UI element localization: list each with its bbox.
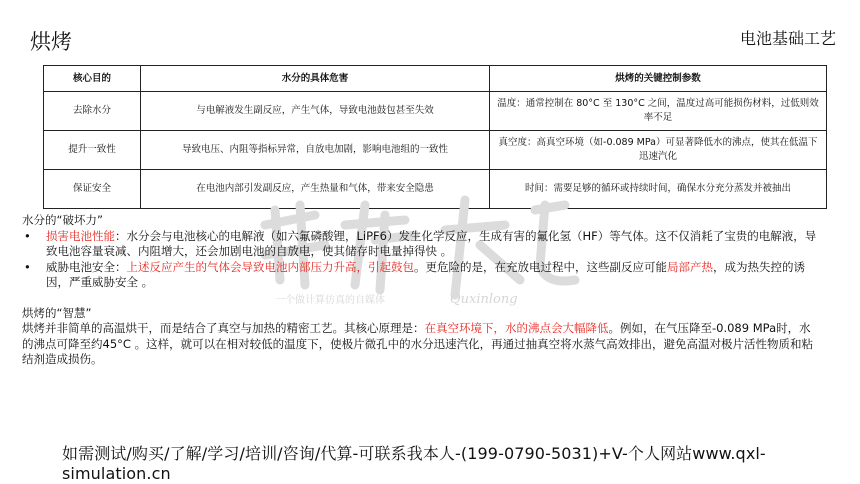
table-row (44, 92, 827, 131)
section-title: 电池基础工艺 (739, 29, 836, 48)
table-header-purpose: 核心目的 (44, 66, 141, 92)
table-cell: 在电池内部引发副反应，产生热量和气体，带来安全隐患 (141, 170, 490, 209)
list-item (22, 229, 822, 260)
damage-heading: 水分的“破坏力” (22, 213, 103, 227)
table-cell: 时间：需要足够的循环或持续时间，确保水分充分蒸发并被抽出 (490, 170, 827, 209)
highlight-text: 损害电池性能 (46, 228, 115, 243)
body-text-span: 。例如，在气压降至-0.089 MPa时，水的沸点可降至约45°C 。这样，就可以在相对较低的温度下，使极片微孔中的水分迅速汽化，再通过抽真空将水蒸气高效排出，避免高温对极片活性物质和粘结剂造成损伤。 (22, 321, 814, 366)
page-title: 烘烤 (30, 30, 72, 54)
table-header-hazard: 水分的具体危害 (141, 66, 490, 92)
table-row (44, 170, 827, 209)
table-cell: 保证安全 (44, 170, 141, 209)
wisdom-paragraph (22, 321, 822, 368)
table-header-row (44, 66, 827, 92)
watermark-latin: Quxinlong (450, 292, 518, 307)
body-text-span: 。更危险的是，在充放电过程中，这些副反应可能 (414, 259, 667, 274)
body-text-span: ：水分会与电池核心的电解液（如六氟磷酸锂，LiPF6）发生化学反应，生成有害的氟化氢（HF）等气体。这不仅消耗了宝贵的电解液，导致电池容量衰减、内阻增大，还会加剧电池的自放电，使其储存时电量掉得快 。 (46, 228, 817, 258)
body-text-span: ，成为热失控的诱因，严重威胁安全 。 (46, 259, 805, 289)
contact-footer: 如需测试/购买/了解/学习/培训/咨询/代算-可联系我本人-(199-0790-5031)+V-个人网站www.qxl-simulation.cn (62, 444, 766, 483)
purpose-table (43, 65, 827, 209)
table-header-parameters: 烘烤的关键控制参数 (490, 66, 827, 92)
damage-list (22, 229, 822, 291)
watermark-subtitle: 一个做计算仿真的自媒体 (275, 295, 385, 306)
table-row (44, 131, 827, 170)
table-cell: 去除水分 (44, 92, 141, 131)
table-cell: 与电解液发生副反应，产生气体，导致电池鼓包甚至失效 (141, 92, 490, 131)
wisdom-heading: 烘烤的“智慧” (22, 305, 92, 320)
table-cell: 提升一致性 (44, 131, 141, 170)
body-text-span: 烘烤并非简单的高温烘干，而是结合了真空与加热的精密工艺。其核心原理是： (22, 321, 425, 335)
highlight-text: 局部产热 (667, 259, 713, 274)
table-cell: 温度：通常控制在 80°C 至 130°C 之间，温度过高可能损伤材料，过低则效率不足 (490, 92, 827, 131)
list-item (22, 260, 822, 291)
body-text (22, 213, 822, 368)
highlight-text: 在真空环境下，水的沸点会大幅降低 (424, 321, 609, 335)
body-text-span: 威胁电池安全： (46, 259, 127, 274)
highlight-text: 上述反应产生的气体会导致电池内部压力升高，引起鼓包 (126, 259, 414, 274)
table-cell: 真空度：高真空环境（如-0.089 MPa）可显著降低水的沸点，使其在低温下迅速汽化 (490, 131, 827, 170)
table-cell: 导致电压、内阻等指标异常，自放电加剧，影响电池组的一致性 (141, 131, 490, 170)
